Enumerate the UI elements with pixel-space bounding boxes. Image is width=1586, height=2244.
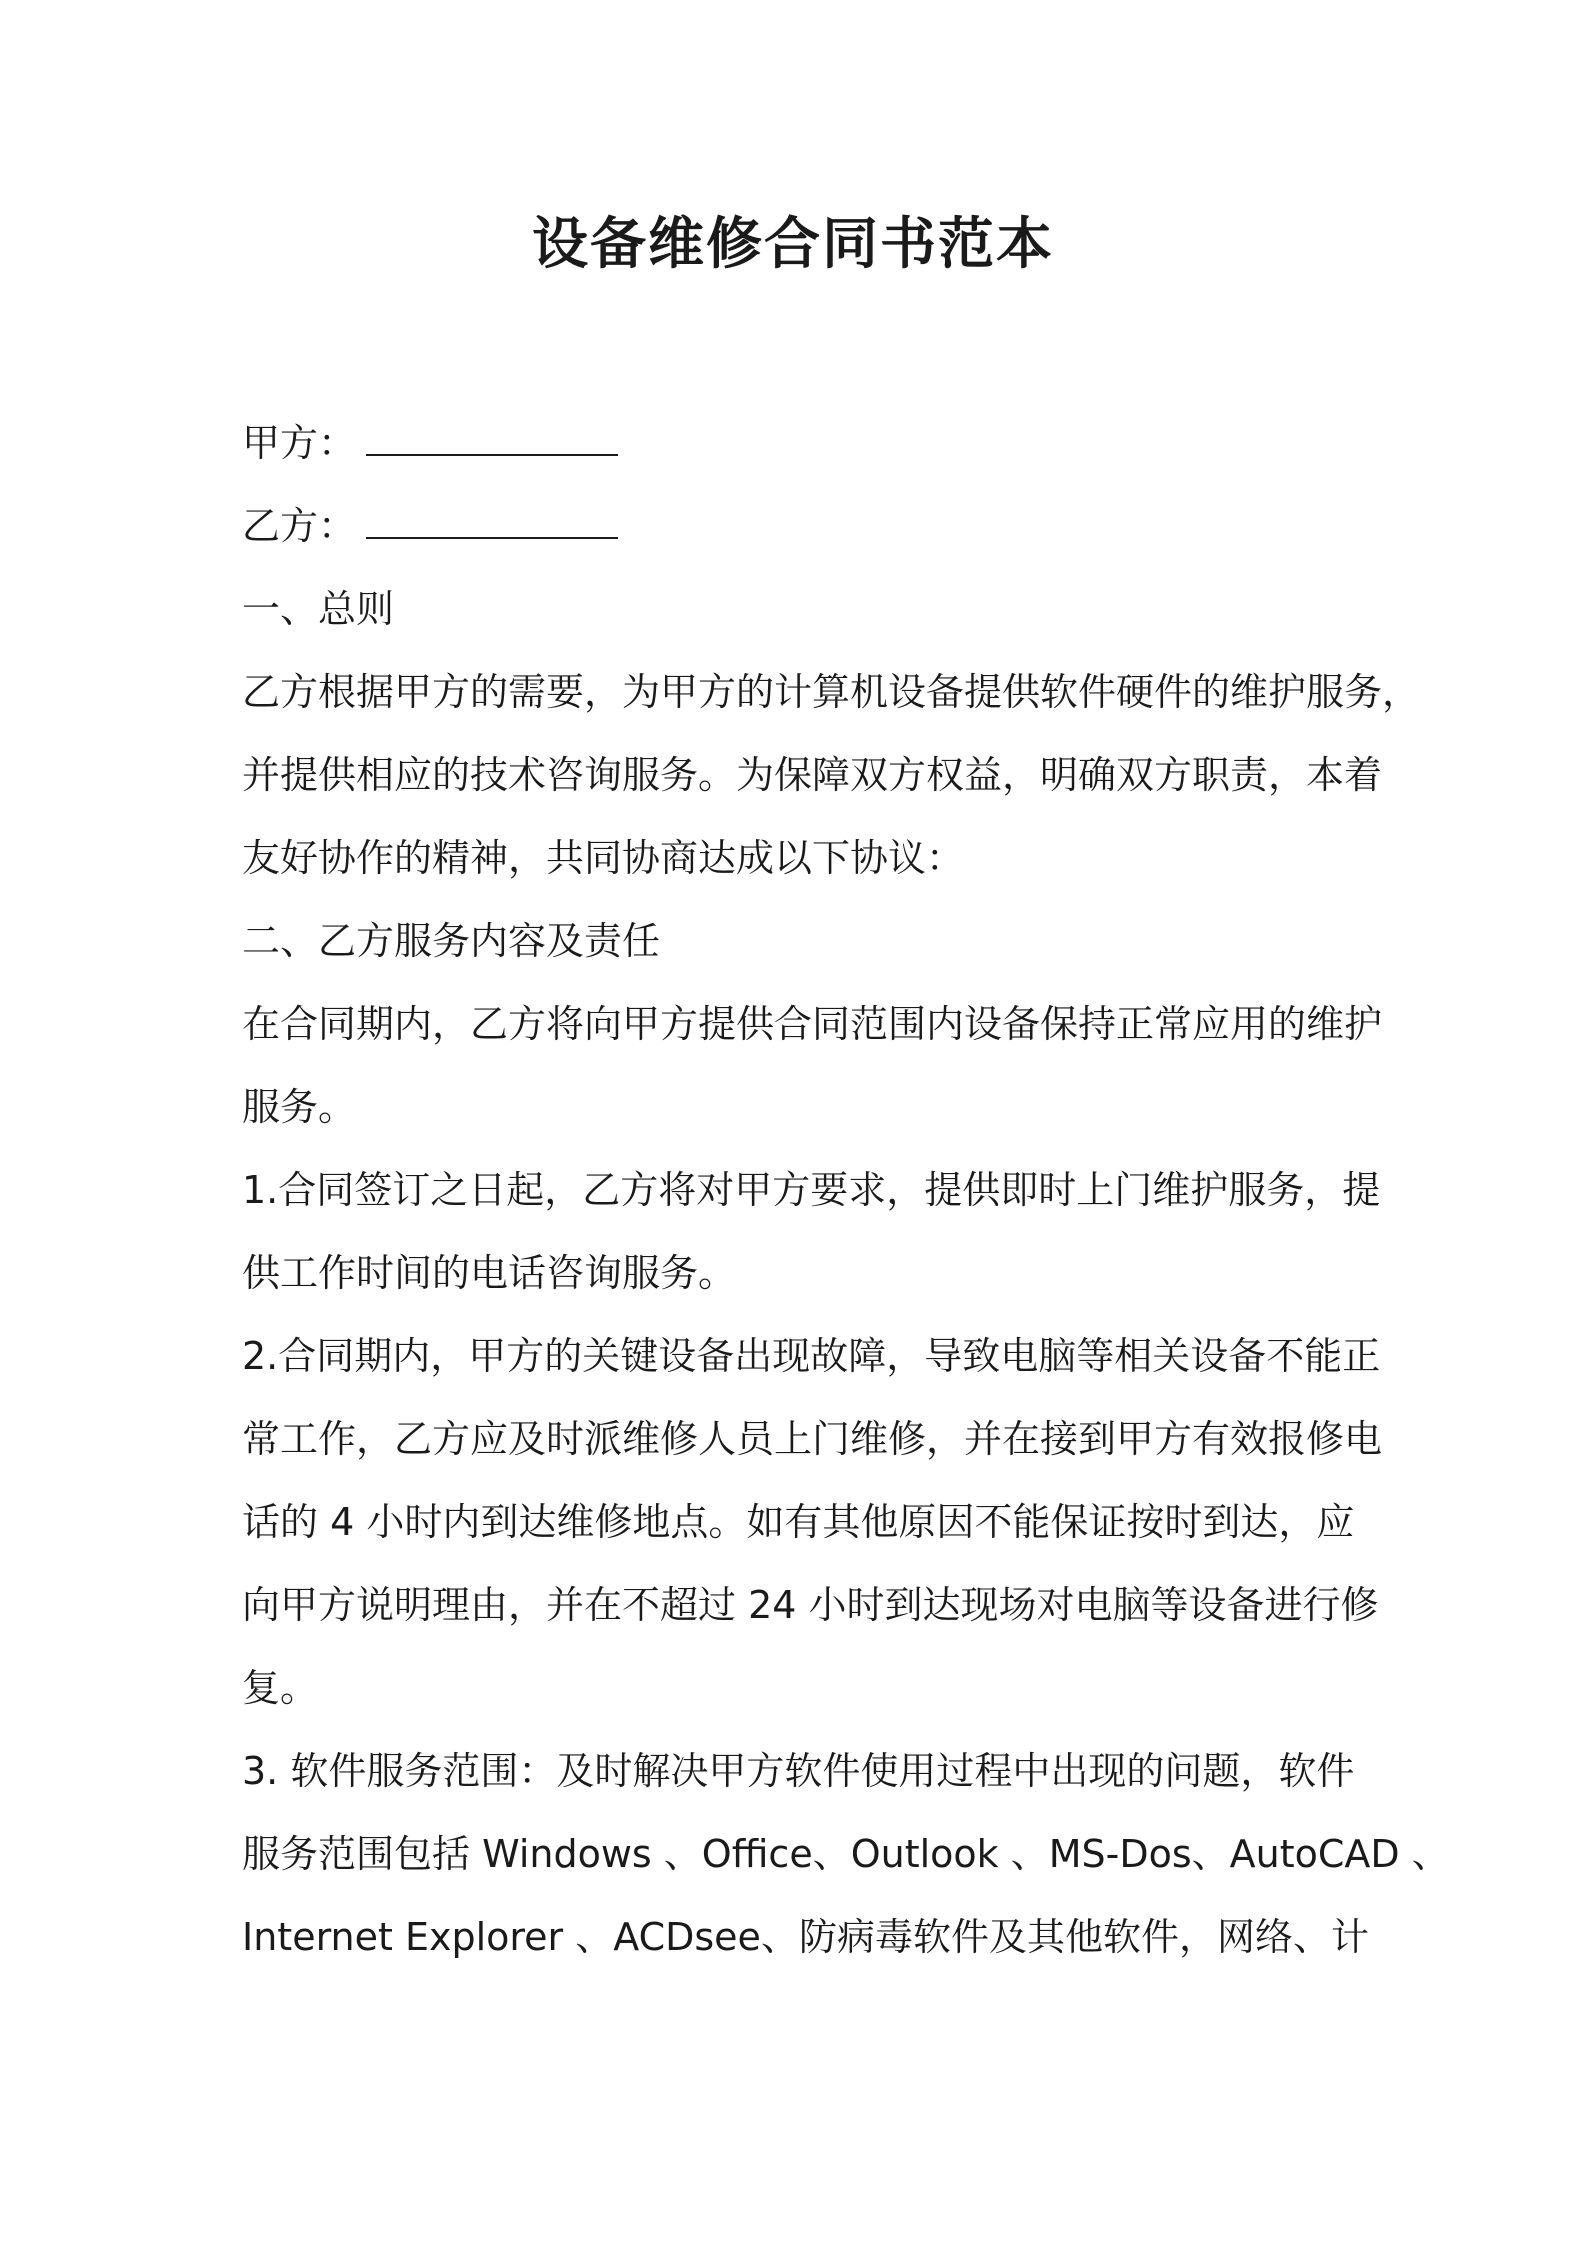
- clause-line: 服务范围包括 Windows 、Office、Outlook 、MS-Dos、AutoCAD 、: [242, 1832, 1450, 1876]
- section-heading-services: 二、乙方服务内容及责任: [242, 919, 661, 963]
- clause-line: 1.合同签订之日起，乙方将对甲方要求，提供即时上门维护服务，提: [242, 1168, 1381, 1212]
- clause-line: 2.合同期内，甲方的关键设备出现故障，导致电脑等相关设备不能正: [242, 1334, 1381, 1378]
- party-a-label: 甲方：: [242, 421, 357, 465]
- clause-line: 向甲方说明理由，并在不超过 24 小时到达现场对电脑等设备进行修: [242, 1583, 1379, 1627]
- paragraph-line: 友好协作的精神，共同协商达成以下协议：: [242, 836, 965, 880]
- clause-line: 复。: [242, 1666, 319, 1710]
- clause-line: 话的 4 小时内到达维修地点。如有其他原因不能保证按时到达，应: [242, 1500, 1355, 1544]
- document-title: 设备维修合同书范本: [532, 212, 1054, 277]
- party-b-line: [242, 485, 1362, 568]
- clause-line: 3. 软件服务范围：及时解决甲方软件使用过程中出现的问题，软件: [242, 1749, 1355, 1793]
- party-b-blank: [366, 491, 618, 539]
- clause-line: 供工作时间的电话咨询服务。: [242, 1251, 737, 1295]
- paragraph-line: 服务。: [242, 1085, 357, 1129]
- clause-line: Internet Explorer 、ACDsee、防病毒软件及其他软件，网络、计: [242, 1915, 1369, 1959]
- party-b-label: 乙方：: [242, 504, 357, 548]
- party-a-blank: [366, 408, 618, 456]
- paragraph-line: 在合同期内，乙方将向甲方提供合同范围内设备保持正常应用的维护: [242, 1002, 1383, 1046]
- paragraph-line: 并提供相应的技术咨询服务。为保障双方权益，明确双方职责，本着: [242, 753, 1383, 797]
- document-body: [242, 402, 1450, 1979]
- section-heading-general: 一、总则: [242, 587, 395, 631]
- party-a-line: [242, 402, 1362, 485]
- clause-line: 常工作，乙方应及时派维修人员上门维修，并在接到甲方有效报修电: [242, 1417, 1383, 1461]
- paragraph-line: 乙方根据甲方的需要，为甲方的计算机设备提供软件硬件的维护服务，: [242, 670, 1421, 714]
